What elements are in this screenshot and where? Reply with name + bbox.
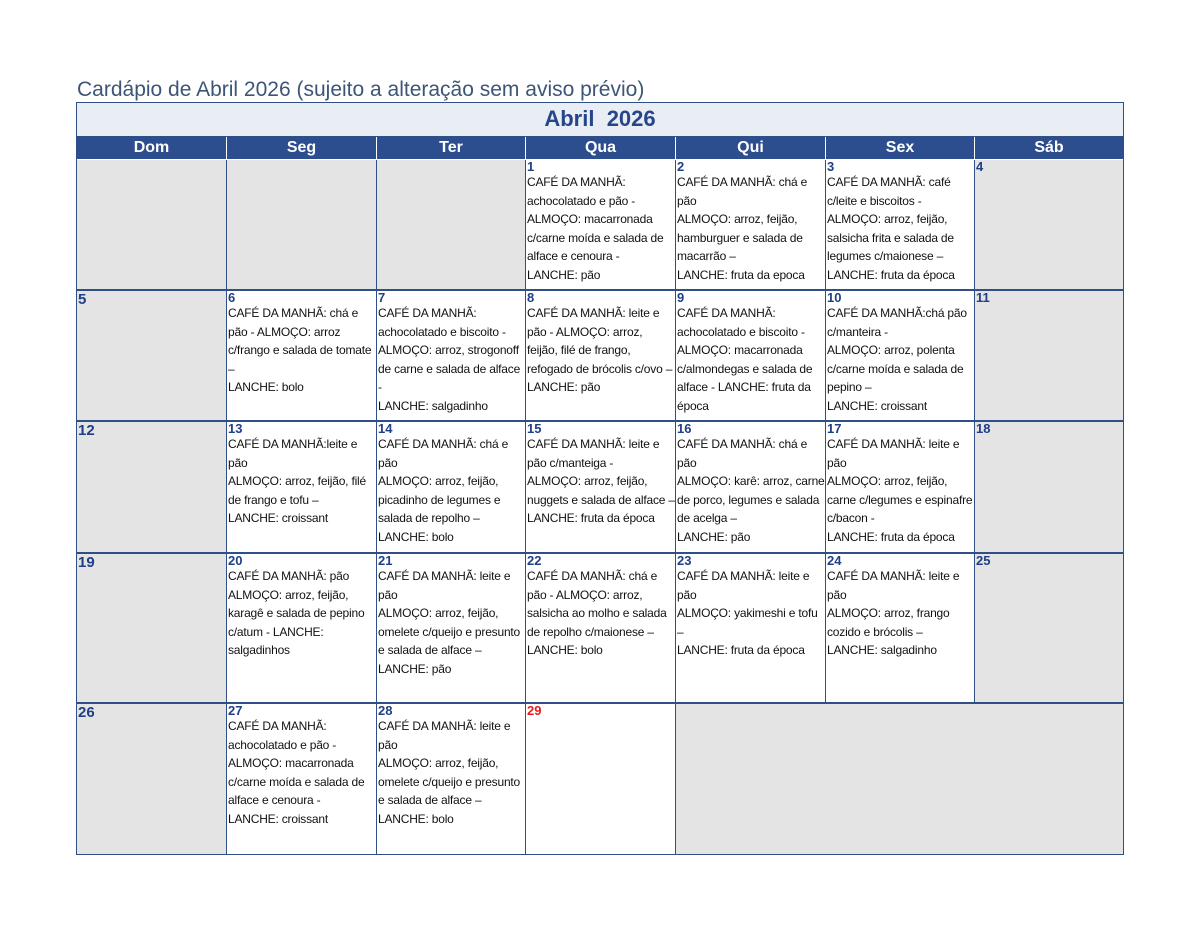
menu-line: CAFÉ DA MANHÃ:leite e pão xyxy=(228,437,358,470)
day-cell-empty xyxy=(377,160,526,291)
weekday-wed: Qua xyxy=(526,137,676,160)
day-menu xyxy=(527,435,675,528)
day-number: 2 xyxy=(677,160,685,174)
menu-line: LANCHE: croissant xyxy=(228,811,328,826)
week-row-2 xyxy=(77,291,1123,422)
day-cell-18 xyxy=(975,422,1123,554)
menu-line: LANCHE: pão xyxy=(527,267,601,282)
day-menu xyxy=(228,304,376,397)
day-cell-19 xyxy=(77,554,227,704)
day-number: 7 xyxy=(378,291,386,305)
day-cell-5 xyxy=(77,291,227,422)
weekday-fri: Sex xyxy=(826,137,975,160)
day-number: 28 xyxy=(378,704,393,718)
day-cell-16 xyxy=(676,422,826,554)
menu-line: LANCHE: fruta da epoca xyxy=(677,267,805,282)
menu-line: CAFÉ DA MANHÃ:chá pão c/manteira - xyxy=(827,306,967,339)
day-menu xyxy=(827,304,974,415)
day-cell-14 xyxy=(377,422,526,554)
day-cell-25 xyxy=(975,554,1123,704)
day-cell-6 xyxy=(227,291,377,422)
menu-line: ALMOÇO: arroz, feijão, picadinho de legumes e salada de repolho – xyxy=(378,474,501,525)
day-cell-13 xyxy=(227,422,377,554)
menu-line: CAFÉ DA MANHÃ: achocolatado e biscoito - xyxy=(378,306,506,339)
day-number: 14 xyxy=(378,422,393,436)
day-cell-12 xyxy=(77,422,227,554)
week-row-5 xyxy=(77,704,1123,854)
menu-line: CAFÉ DA MANHÃ: chá e pão xyxy=(677,175,808,208)
day-cell-20 xyxy=(227,554,377,704)
menu-line: ALMOÇO: arroz, frango cozido e brócolis – xyxy=(827,606,950,639)
day-number: 24 xyxy=(827,554,842,568)
weekday-sat: Sáb xyxy=(975,137,1123,160)
day-cell-28 xyxy=(377,704,526,854)
day-menu xyxy=(677,567,825,660)
day-number: 21 xyxy=(378,554,393,568)
menu-line: ALMOÇO: macarronada c/carne moída e salada de alface e cenoura - xyxy=(228,756,365,807)
menu-line: ALMOÇO: arroz, feijão, carne c/legumes e espinafre c/bacon - xyxy=(827,474,973,525)
day-cell-3 xyxy=(826,160,975,291)
day-cell-23 xyxy=(676,554,826,704)
menu-line: LANCHE: salgadinho xyxy=(827,643,937,657)
day-number: 15 xyxy=(527,422,542,436)
day-number: 26 xyxy=(78,704,95,721)
day-number: 5 xyxy=(78,291,87,308)
week-row-4 xyxy=(77,554,1123,704)
menu-line: CAFÉ DA MANHÃ: leite e pão xyxy=(378,719,511,752)
day-cell-11 xyxy=(975,291,1123,422)
menu-line: CAFÉ DA MANHÃ: achocolatado e pão - xyxy=(228,719,337,752)
menu-line: CAFÉ DA MANHÃ: leite e pão xyxy=(827,437,960,470)
day-number: 8 xyxy=(527,291,535,305)
day-menu xyxy=(527,567,675,660)
day-menu xyxy=(677,304,825,415)
menu-line: ALMOÇO: arroz, polenta c/carne moída e salada de pepino – xyxy=(827,343,964,394)
menu-line: LANCHE: bolo xyxy=(378,811,454,826)
menu-line: ALMOÇO: arroz, strogonoff de carne e salada de alface - xyxy=(378,343,521,394)
day-cell-7 xyxy=(377,291,526,422)
menu-line: LANCHE: salgadinho xyxy=(378,398,488,413)
day-cell-empty xyxy=(676,704,1123,854)
menu-line: CAFÉ DA MANHÃ: chá e pão - ALMOÇO: arroz c/frango e salada de tomate – xyxy=(228,306,372,376)
day-number: 11 xyxy=(976,291,990,305)
menu-line: ALMOÇO: arroz, feijão, karagê e salada de pepino c/atum - LANCHE: salgadinhos xyxy=(228,587,365,657)
day-menu xyxy=(228,567,376,660)
day-menu xyxy=(827,173,974,284)
week-row-1 xyxy=(77,160,1123,291)
day-number: 23 xyxy=(677,554,692,568)
day-menu xyxy=(677,435,825,546)
menu-line: CAFÉ DA MANHÃ: achocolatado e biscoito - xyxy=(677,306,805,339)
menu-line: LANCHE: bolo xyxy=(378,529,454,544)
menu-line: LANCHE: fruta da época xyxy=(827,267,955,282)
day-cell-9 xyxy=(676,291,826,422)
menu-line: LANCHE: croissant xyxy=(228,511,328,525)
day-menu xyxy=(378,304,525,415)
day-number: 1 xyxy=(527,160,535,174)
day-number: 4 xyxy=(976,160,984,174)
day-menu xyxy=(527,173,675,284)
day-menu xyxy=(827,567,974,660)
week-row-3 xyxy=(77,422,1123,554)
day-cell-17 xyxy=(826,422,975,554)
menu-line: CAFÉ DA MANHÃ: pão xyxy=(228,569,350,583)
day-number-holiday: 29 xyxy=(527,704,542,718)
menu-line: ALMOÇO: macarronada c/carne moída e salada de alface e cenoura - xyxy=(527,212,664,263)
day-menu xyxy=(677,173,825,284)
menu-line: ALMOÇO: arroz, feijão, salsicha frita e salada de legumes c/maionese – xyxy=(827,212,954,263)
day-number: 13 xyxy=(228,422,243,436)
day-cell-22 xyxy=(526,554,676,704)
day-cell-29 xyxy=(526,704,676,854)
day-cell-10 xyxy=(826,291,975,422)
day-number: 25 xyxy=(976,554,991,568)
day-number: 9 xyxy=(677,291,685,305)
menu-line: CAFÉ DA MANHÃ: chá e pão xyxy=(677,437,808,470)
menu-line: CAFÉ DA MANHÃ: chá e pão xyxy=(378,437,509,470)
day-number: 18 xyxy=(976,422,991,436)
calendar xyxy=(76,102,1124,855)
menu-line: CAFÉ DA MANHÃ: achocolatado e pão - xyxy=(527,175,636,208)
day-number: 19 xyxy=(78,554,95,571)
menu-line: LANCHE: pão xyxy=(677,529,751,544)
menu-line: ALMOÇO: arroz, feijão, filé de frango e tofu – xyxy=(228,474,366,507)
day-menu xyxy=(378,435,525,546)
menu-line: ALMOÇO: karê: arroz, carne de porco, legumes e salada de acelga – xyxy=(677,474,825,525)
weekday-sun: Dom xyxy=(77,137,227,160)
menu-line: LANCHE: fruta da época xyxy=(677,643,805,657)
day-menu xyxy=(378,567,525,678)
day-cell-2 xyxy=(676,160,826,291)
day-cell-15 xyxy=(526,422,676,554)
day-number: 22 xyxy=(527,554,542,568)
month-header: Abril 2026 xyxy=(77,103,1123,137)
weekday-mon: Seg xyxy=(227,137,377,160)
menu-line: LANCHE: pão xyxy=(378,661,452,676)
day-number: 10 xyxy=(827,291,842,305)
day-number: 17 xyxy=(827,422,842,436)
menu-line: LANCHE: fruta da época xyxy=(827,529,955,544)
menu-line: CAFÉ DA MANHÃ: chá e pão - ALMOÇO: arroz, salsicha ao molho e salada de repolho c/maionese – xyxy=(527,569,667,639)
menu-line: LANCHE: bolo xyxy=(228,380,304,394)
menu-line: CAFÉ DA MANHÃ: café c/leite e biscoitos - xyxy=(827,175,951,208)
day-menu xyxy=(228,435,376,528)
menu-line: ALMOÇO: yakimeshi e tofu – xyxy=(677,606,818,639)
menu-line: ALMOÇO: arroz, feijão, omelete c/queijo e presunto e salada de alface – xyxy=(378,756,521,807)
day-cell-27 xyxy=(227,704,377,854)
day-cell-8 xyxy=(526,291,676,422)
menu-line: ALMOÇO: arroz, feijão, hamburguer e salada de macarrão – xyxy=(677,212,803,263)
menu-line: CAFÉ DA MANHÃ: leite e pão xyxy=(827,569,960,602)
menu-line: ALMOÇO: arroz, feijão, nuggets e salada de alface – xyxy=(527,474,675,507)
day-cell-24 xyxy=(826,554,975,704)
weekday-header-row xyxy=(77,137,1123,160)
menu-line: CAFÉ DA MANHÃ: leite e pão xyxy=(378,569,511,602)
day-number: 12 xyxy=(78,422,95,439)
page-title: Cardápio de Abril 2026 (sujeito a alteração sem aviso prévio) xyxy=(77,78,645,101)
weekday-tue: Ter xyxy=(377,137,526,160)
menu-line: LANCHE: bolo xyxy=(527,643,603,657)
day-cell-empty xyxy=(227,160,377,291)
menu-line: ALMOÇO: arroz, feijão, omelete c/queijo e presunto e salada de alface – xyxy=(378,606,521,657)
day-number: 3 xyxy=(827,160,835,174)
menu-line: CAFÉ DA MANHÃ: leite e pão c/manteiga - xyxy=(527,437,660,470)
day-menu xyxy=(228,717,376,828)
day-cell-4 xyxy=(975,160,1123,291)
day-cell-26 xyxy=(77,704,227,854)
menu-line: CAFÉ DA MANHÃ: leite e pão - ALMOÇO: arroz, feijão, filé de frango, refogado de brócolis c/ovo – xyxy=(527,306,673,376)
day-menu xyxy=(527,304,675,397)
menu-line: LANCHE: pão xyxy=(527,380,601,394)
menu-line: LANCHE: fruta da época xyxy=(527,511,655,525)
day-number: 20 xyxy=(228,554,243,568)
weekday-thu: Qui xyxy=(676,137,826,160)
day-cell-empty xyxy=(77,160,227,291)
day-menu xyxy=(378,717,525,828)
day-number: 16 xyxy=(677,422,692,436)
menu-line: ALMOÇO: macarronada c/almondegas e salada de alface - LANCHE: fruta da época xyxy=(677,343,813,413)
day-number: 6 xyxy=(228,291,236,305)
menu-line: CAFÉ DA MANHÃ: leite e pão xyxy=(677,569,810,602)
day-menu xyxy=(827,435,974,546)
day-number: 27 xyxy=(228,704,243,718)
day-cell-1 xyxy=(526,160,676,291)
day-cell-21 xyxy=(377,554,526,704)
menu-line: LANCHE: croissant xyxy=(827,398,927,413)
